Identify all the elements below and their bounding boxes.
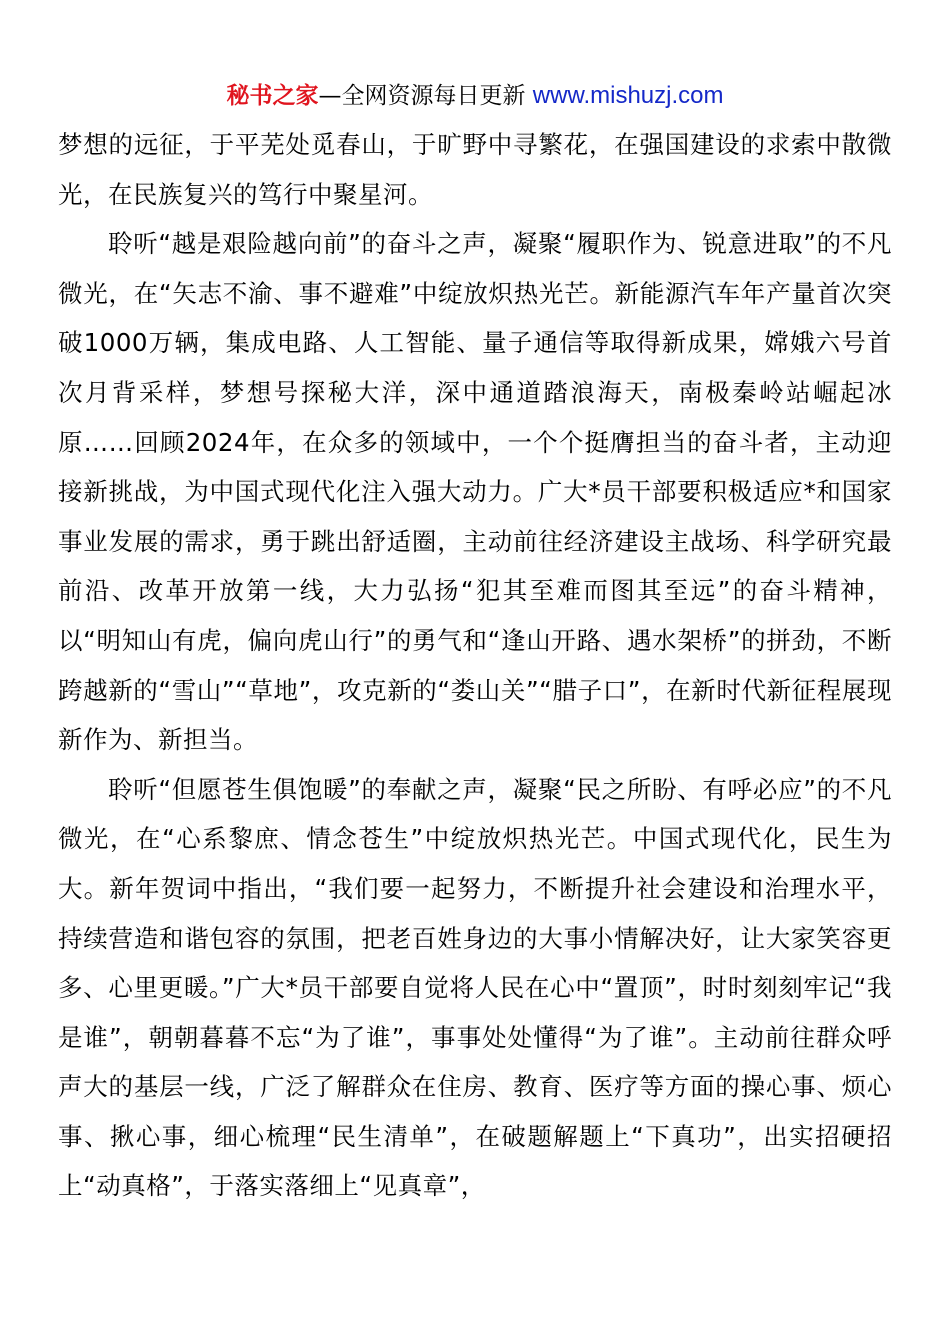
page-header <box>0 80 950 112</box>
header-url-link[interactable]: www.mishuzj.com <box>532 82 724 109</box>
header-brand: 秘书之家 <box>226 83 319 109</box>
document-body <box>58 120 892 1211</box>
paragraph-3: 聆听“但愿苍生俱饱暖”的奉献之声，凝聚“民之所盼、有呼必应”的不凡微光，在“心系黎庶、情念苍生”中绽放炽热光芒。中国式现代化，民生为大。新年贺词中指出，“我们要一起努力，不断提升社会建设和治理水平，持续营造和谐包容的氛围，把老百姓身边的大事小情解决好，让大家笑容更多、心里更暖。”广大*员干部要自觉将人民在心中“置顶”，时时刻刻牢记“我是谁”，朝朝暮暮不忘“为了谁”，事事处处懂得“为了谁”。主动前往群众呼声大的基层一线，广泛了解群众在住房、教育、医疗等方面的操心事、烦心事、揪心事，细心梳理“民生清单”，在破题解题上“下真功”，出实招硬招上“动真格”，于落实落细上“见真章”， <box>58 774 892 1201</box>
header-slogan: —全网资源每日更新 <box>318 83 533 109</box>
paragraph-1: 梦想的远征，于平芜处觅春山，于旷野中寻繁花，在强国建设的求索中散微光，在民族复兴的笃行中聚星河。 <box>58 130 892 209</box>
paragraph-2: 聆听“越是艰险越向前”的奋斗之声，凝聚“履职作为、锐意进取”的不凡微光，在“矢志不渝、事不避难”中绽放炽热光芒。新能源汽车年产量首次突破1000万辆，集成电路、人工智能、量子通信等取得新成果，嫦娥六号首次月背采样，梦想号探秘大洋，深中通道踏浪海天，南极秦岭站崛起冰原……回顾2024年，在众多的领域中，一个个挺膺担当的奋斗者，主动迎接新挑战，为中国式现代化注入强大动力。广大*员干部要积极适应*和国家事业发展的需求，勇于跳出舒适圈，主动前往经济建设主战场、科学研究最前沿、改革开放第一线，大力弘扬“犯其至难而图其至远”的奋斗精神，以“明知山有虎，偏向虎山行”的勇气和“逢山开路、遇水架桥”的拼劲，不断跨越新的“雪山”“草地”，攻克新的“娄山关”“腊子口”，在新时代新征程展现新作为、新担当。 <box>58 229 892 755</box>
